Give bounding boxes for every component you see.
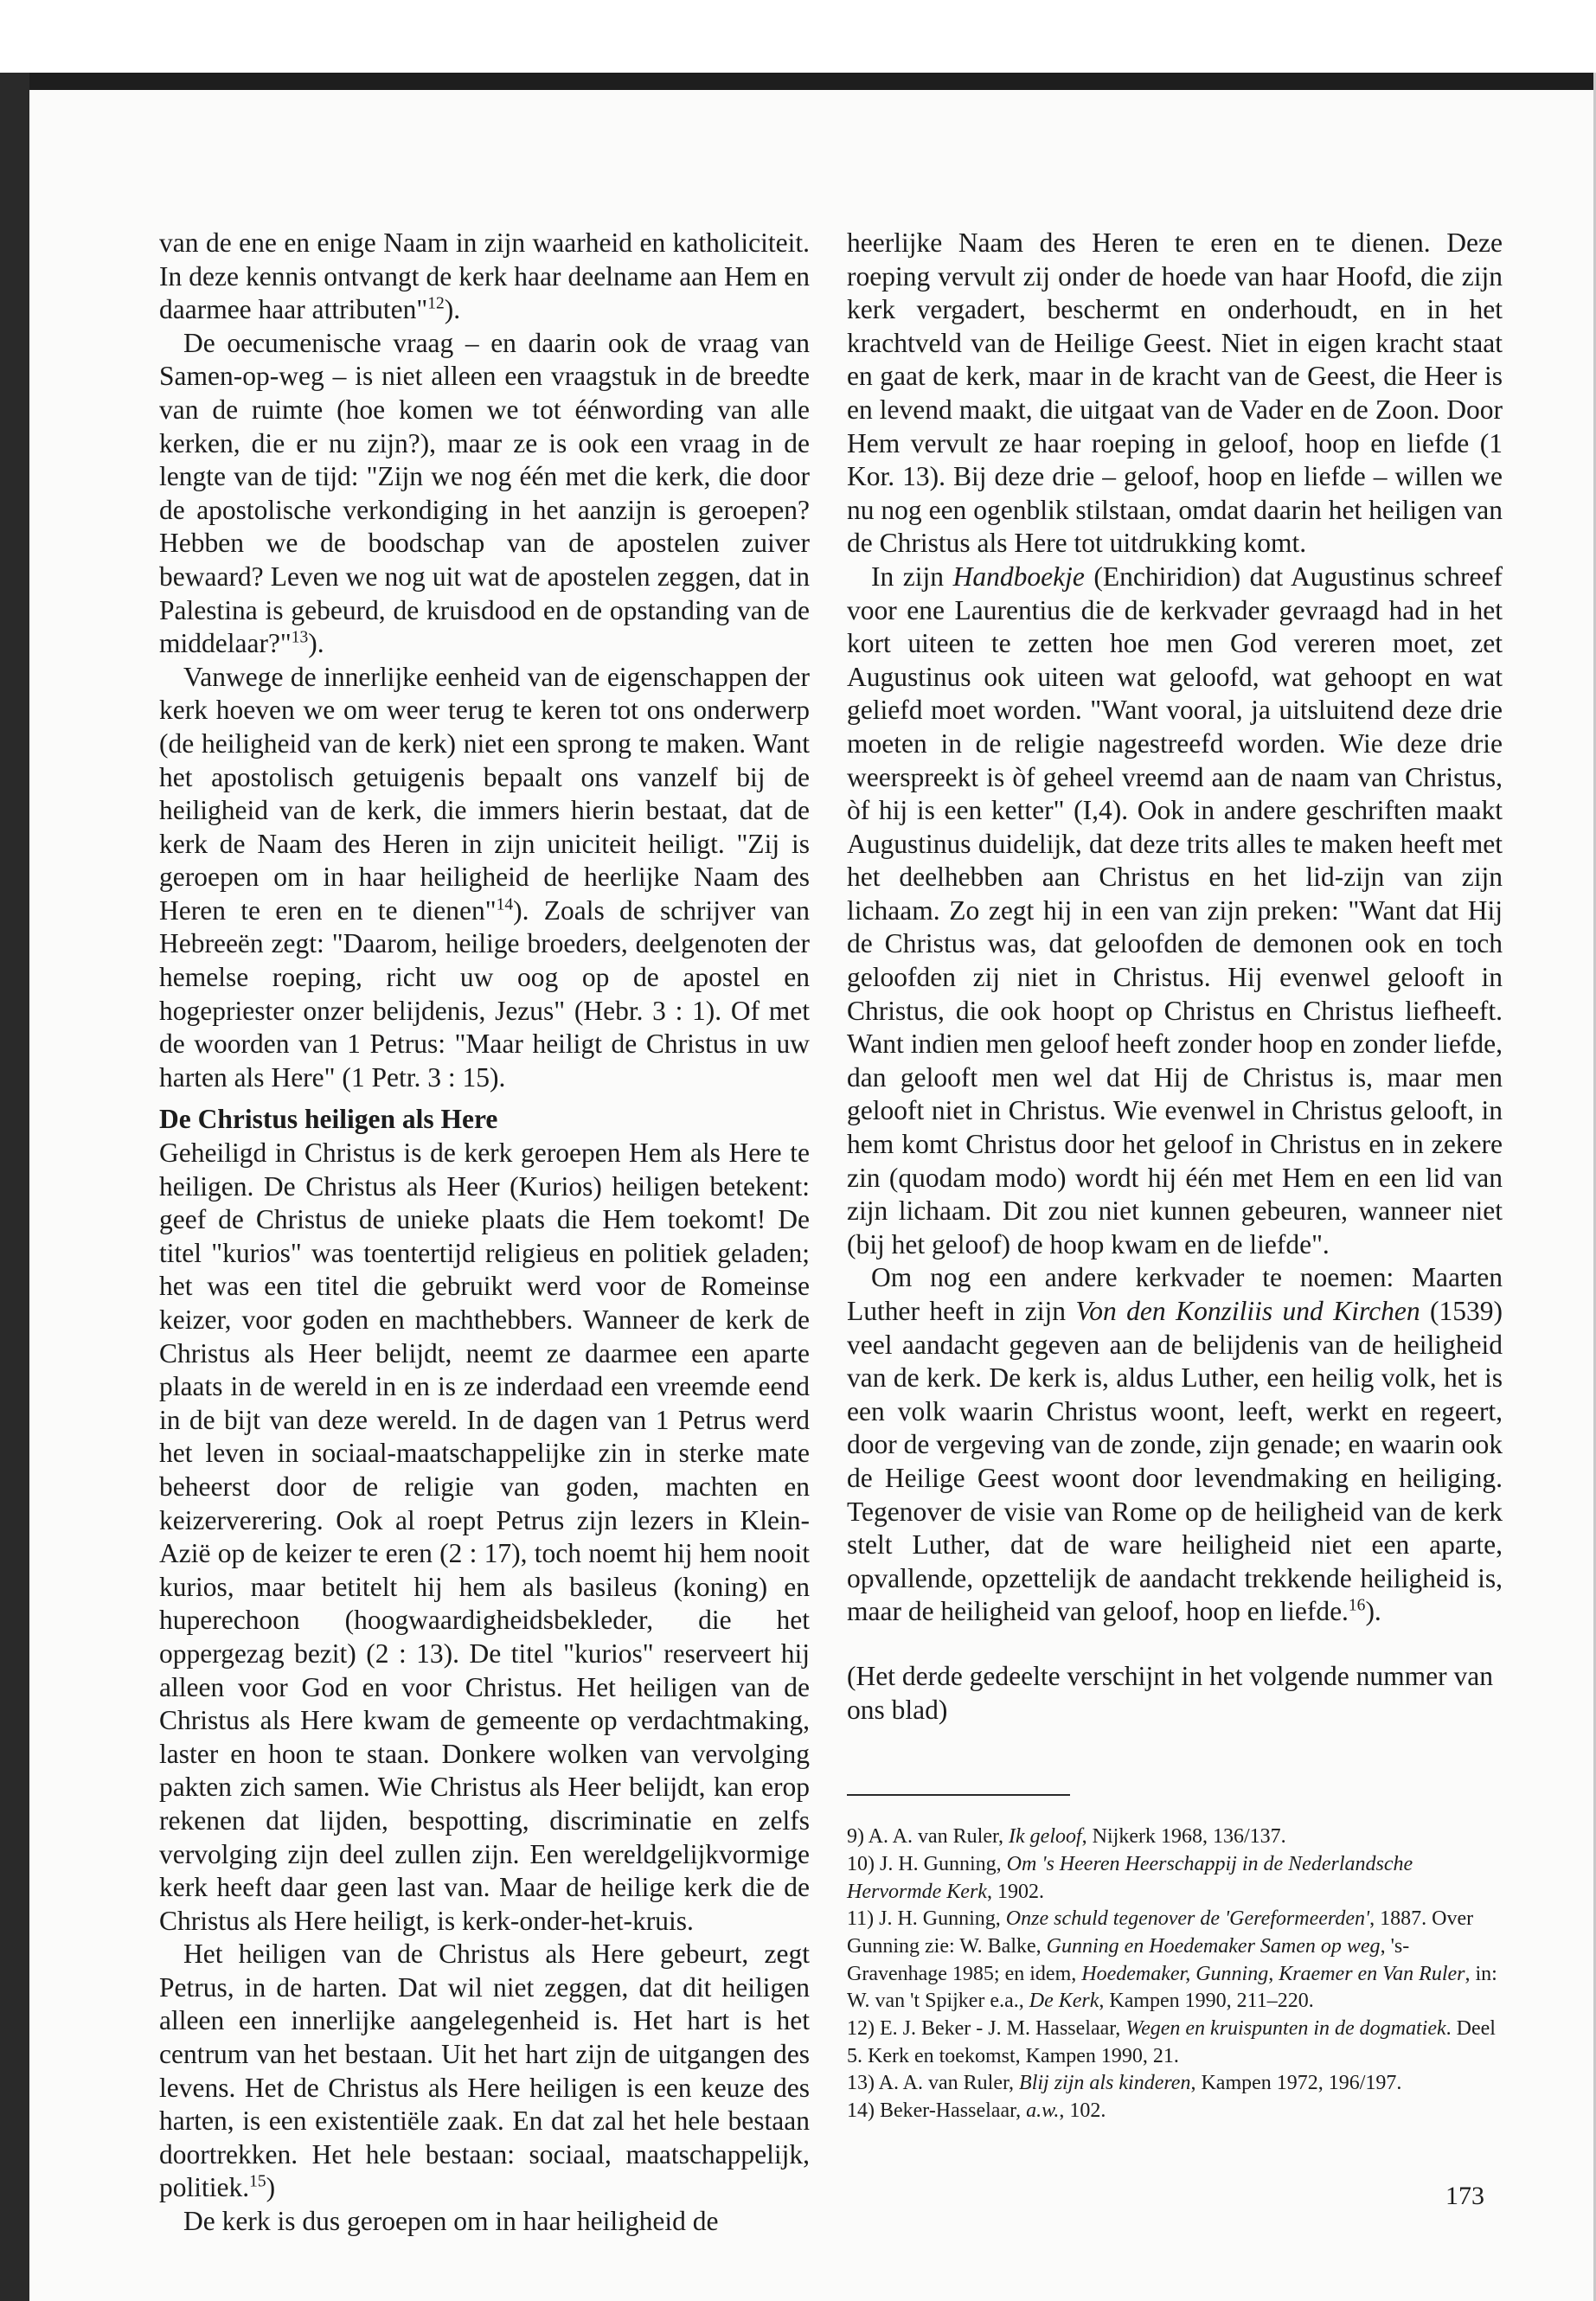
footnote-ref: 12	[427, 294, 445, 313]
section-heading: De Christus heiligen als Here	[159, 1104, 498, 1135]
paragraph: De oecumenische vraag – en daarin ook de vraag van Samen-op-weg – is niet alleen een vraagstuk in de breedte van de ruimte (hoe komen we tot éénwording van alle kerken, die er nu zijn?), maar ze is ook een vraag in de lengte van de tijd: "Zijn we nog één met die kerk, die door de apostolische verkondiging in het aanzijn is geroepen? Hebben we de boodschap van de apostelen zuiver bewaard? Leven we nog uit wat de apostelen zeggen, dat in Palestina is gebeurd, de kruisdood en de opstanding van de middelaar?"$^{13}$).	[159, 327, 810, 659]
footnote: 10) J. H. Gunning, Om 's Heeren Heerschappij in de Nederlandsche Hervormde Kerk, 1902.	[847, 1852, 1413, 1903]
paragraph: De kerk is dus geroepen om in haar heiligheid de	[183, 2206, 719, 2237]
right-column	[847, 227, 1503, 2125]
book-title: Von den Konziliis und Kirchen	[1075, 1296, 1420, 1326]
footnote: 12) E. J. Beker - J. M. Hasselaar, Wegen en kruispunten in de dogmatiek. Deel 5. Kerk en toekomst, Kampen 1990, 21.	[847, 2017, 1496, 2067]
paragraph: Het heiligen van de Christus als Here gebeurt, zegt Petrus, in de harten. Dat wil niet zeggen, dat dit heiligen alleen een innerlijke aangelegenheid is. Het hart is het centrum van het bestaan. Uit het hart zijn de uitgangen des levens. Het de Christus als Here heiligen is een keuze des harten, is een existentiële zaak. En dat zal het hele bestaan doortrekken. Het hele bestaan: sociaal, maatschappelijk, politiek.$^{15}$)	[159, 1939, 810, 2203]
footnote-ref: 15	[249, 2172, 266, 2191]
footnote-ref: 14	[496, 895, 514, 914]
footnote: 14) Beker-Hasselaar, a.w., 102.	[847, 2099, 1106, 2123]
paragraph: Geheiligd in Christus is de kerk geroepen Hem als Here te heiligen. De Christus als Heer (Kurios) heiligen betekent: geef de Christus de unieke plaats die Hem toekomt! De titel "kurios" was toentertijd religieus en politiek geladen; het was een titel die gebruikt werd voor de Romeinse keizer, voor goden en machthebbers. Wanneer de kerk de Christus als Heer belijdt, neemt ze daarmee een aparte plaats in de wereld in en is ze inderdaad een vreemde eend in de bijt van deze wereld. In de dagen van 1 Petrus werd het leven in sociaal-maatschappelijke zin in sterke mate beheerst door de religie van goden, machten en keizerverering. Ook al roept Petrus zijn lezers in Klein-Azië op de keizer te eren (2 : 17), toch noemt hij hem nooit kurios, maar betitelt hij hem als basileus (koning) en huperechoon (hoogwaardigheidsbekleder, die het oppergezag bezit) (2 : 13). De titel "kurios" reserveert hij alleen voor God en voor Christus. Het heiligen van de Christus als Here kwam de gemeente op verdachtmaking, laster en hoon te staan. Donkere wolken van vervolging pakten zich samen. Wie Christus als Heer belijdt, kan erop rekenen dat lijden, bespotting, discriminatie en zelfs vervolging zijn deel zullen zijn. Een wereldgelijkvormige kerk heeft daar geen last van. Maar de heilige kerk die de Christus als Here heiligt, is kerk-onder-het-kruis.	[159, 1138, 810, 1936]
footnote-ref: 16	[1348, 1596, 1366, 1615]
book-binding-top	[0, 73, 1596, 90]
paragraph: Vanwege de innerlijke eenheid van de eigenschappen der kerk hoeven we om weer terug te keren tot ons onderwerp (de heiligheid van de kerk) niet een sprong te maken. Want het apostolisch getuigenis bepaalt ons vanzelf bij de heiligheid van de kerk, die immers hierin bestaat, dat de kerk de Naam des Heren in zijn uniciteit heiligt. "Zij is geroepen om in haar heiligheid de heerlijke Naam des Heren te eren en te dienen"$^{14}$). Zoals de schrijver van Hebreeën zegt: "Daarom, heilige broeders, deelgenoten der hemelse roeping, richt uw oog op de apostel en hogepriester onzer belijdenis, Jezus" (Hebr. 3 : 1). Of met de woorden van 1 Petrus: "Maar heiligt de Christus in uw harten als Here" (1 Petr. 3 : 15).	[159, 661, 810, 1093]
paragraph: Om nog een andere kerkvader te noemen: Maarten Luther heeft in zijn Von den Konziliis und Kirchen (1539) veel aandacht gegeven aan de belijdenis van de heiligheid van de kerk. De kerk is, aldus Luther, een heilig volk, het is een volk waarin Christus woont, leeft, werkt en regeert, door de vergeving van de zonde, zijn genade; en waarin ook de Heilige Geest woont door levendmaking en heiliging. Tegenover de visie van Rome op de heiligheid van de kerk stelt Luther, dat de ware heiligheid niet een aparte, opvallende, opzettelijk de aandacht trekkende heiligheid is, maar de heiligheid van geloof, hoop en liefde.$^{16}$).	[847, 1262, 1503, 1627]
book-title: Handboekje	[952, 561, 1085, 592]
footnote-separator	[847, 1794, 1070, 1796]
paragraph: In zijn Handboekje (Enchiridion) dat Augustinus schreef voor ene Laurentius die de kerkvader gevraagd had in het kort uiteen te zetten hoe men God vereren moet, zet Augustinus ook uiteen wat geloofd, wat gehoopt en wat geliefd moet worden. "Want vooral, ja uitsluitend deze drie moeten in de religie nagestreefd worden. Wie deze drie weerspreekt is òf geheel vreemd aan de naam van Christus, òf hij is een ketter" (I,4). Ook in andere geschriften maakt Augustinus duidelijk, dat deze trits alles te maken heeft met het deelhebben aan Christus en het lid-zijn van zijn lichaam. Zo zegt hij in een van zijn preken: "Want dat Hij de Christus was, dat geloofden de demonen ook en toch geloofden zij niet in Christus. Hij evenwel gelooft in Christus, die ook hoopt op Christus en Christus liefheeft. Want indien men geloof heeft zonder hoop en zonder liefde, dan gelooft men wel dat Hij de Christus is, maar men gelooft niet in Christus. Wie evenwel in Christus gelooft, in hem komt Christus door het geloof in Christus en in zekere zin (quodam modo) wordt hij één met Hem en een lid van zijn lichaam. Dit zou niet kunnen gebeuren, wanneer niet (bij het geloof) de hoop kwam en de liefde".	[847, 561, 1503, 1259]
page-number: 173	[1445, 2182, 1484, 2210]
footnote: 13) A. A. van Ruler, Blij zijn als kinderen, Kampen 1972, 196/197.	[847, 2072, 1402, 2095]
footnotes	[847, 1823, 1503, 2125]
footnote-ref: 13	[291, 628, 309, 647]
footnote: 9) A. A. van Ruler, Ik geloof, Nijkerk 1968, 136/137.	[847, 1825, 1286, 1849]
paragraph: heerlijke Naam des Heren te eren en te dienen. Deze roeping vervult zij onder de hoede van haar Hoofd, die zijn kerk vergadert, beschermt en onderhoudt, en in het krachtveld van de Heilige Geest. Niet in eigen kracht staat en gaat de kerk, maar in de kracht van de Geest, die Heer is en levend maakt, die uitgaat van de Vader en de Zoon. Door Hem vervult ze haar roeping in geloof, hoop en liefde (1 Kor. 13). Bij deze drie – geloof, hoop en liefde – willen we nu nog een ogenblik stilstaan, omdat daarin het heiligen van de Christus als Here tot uitdrukking komt.	[847, 228, 1503, 559]
document-page	[29, 90, 1593, 2301]
continuation-note: (Het derde gedeelte verschijnt in het volgende nummer van ons blad)	[847, 1660, 1493, 1725]
paragraph: van de ene en enige Naam in zijn waarheid en katholiciteit. In deze kennis ontvangt de kerk haar deelname aan Hem en daarmee haar attributen"$^{12}$).	[159, 228, 810, 325]
footnote: 11) J. H. Gunning, Onze schuld tegenover de 'Gereformeerden', 1887. Over Gunning zie: W. Balke, Gunning en Hoedemaker Samen op weg, 's-Gravenhage 1985; en idem, Hoedemaker, Gunning, Kraemer en Van Ruler, in: W. van 't Spijker e.a., De Kerk, Kampen 1990, 211–220.	[847, 1907, 1497, 2013]
left-column	[159, 227, 810, 2239]
book-binding-left	[0, 73, 29, 2301]
